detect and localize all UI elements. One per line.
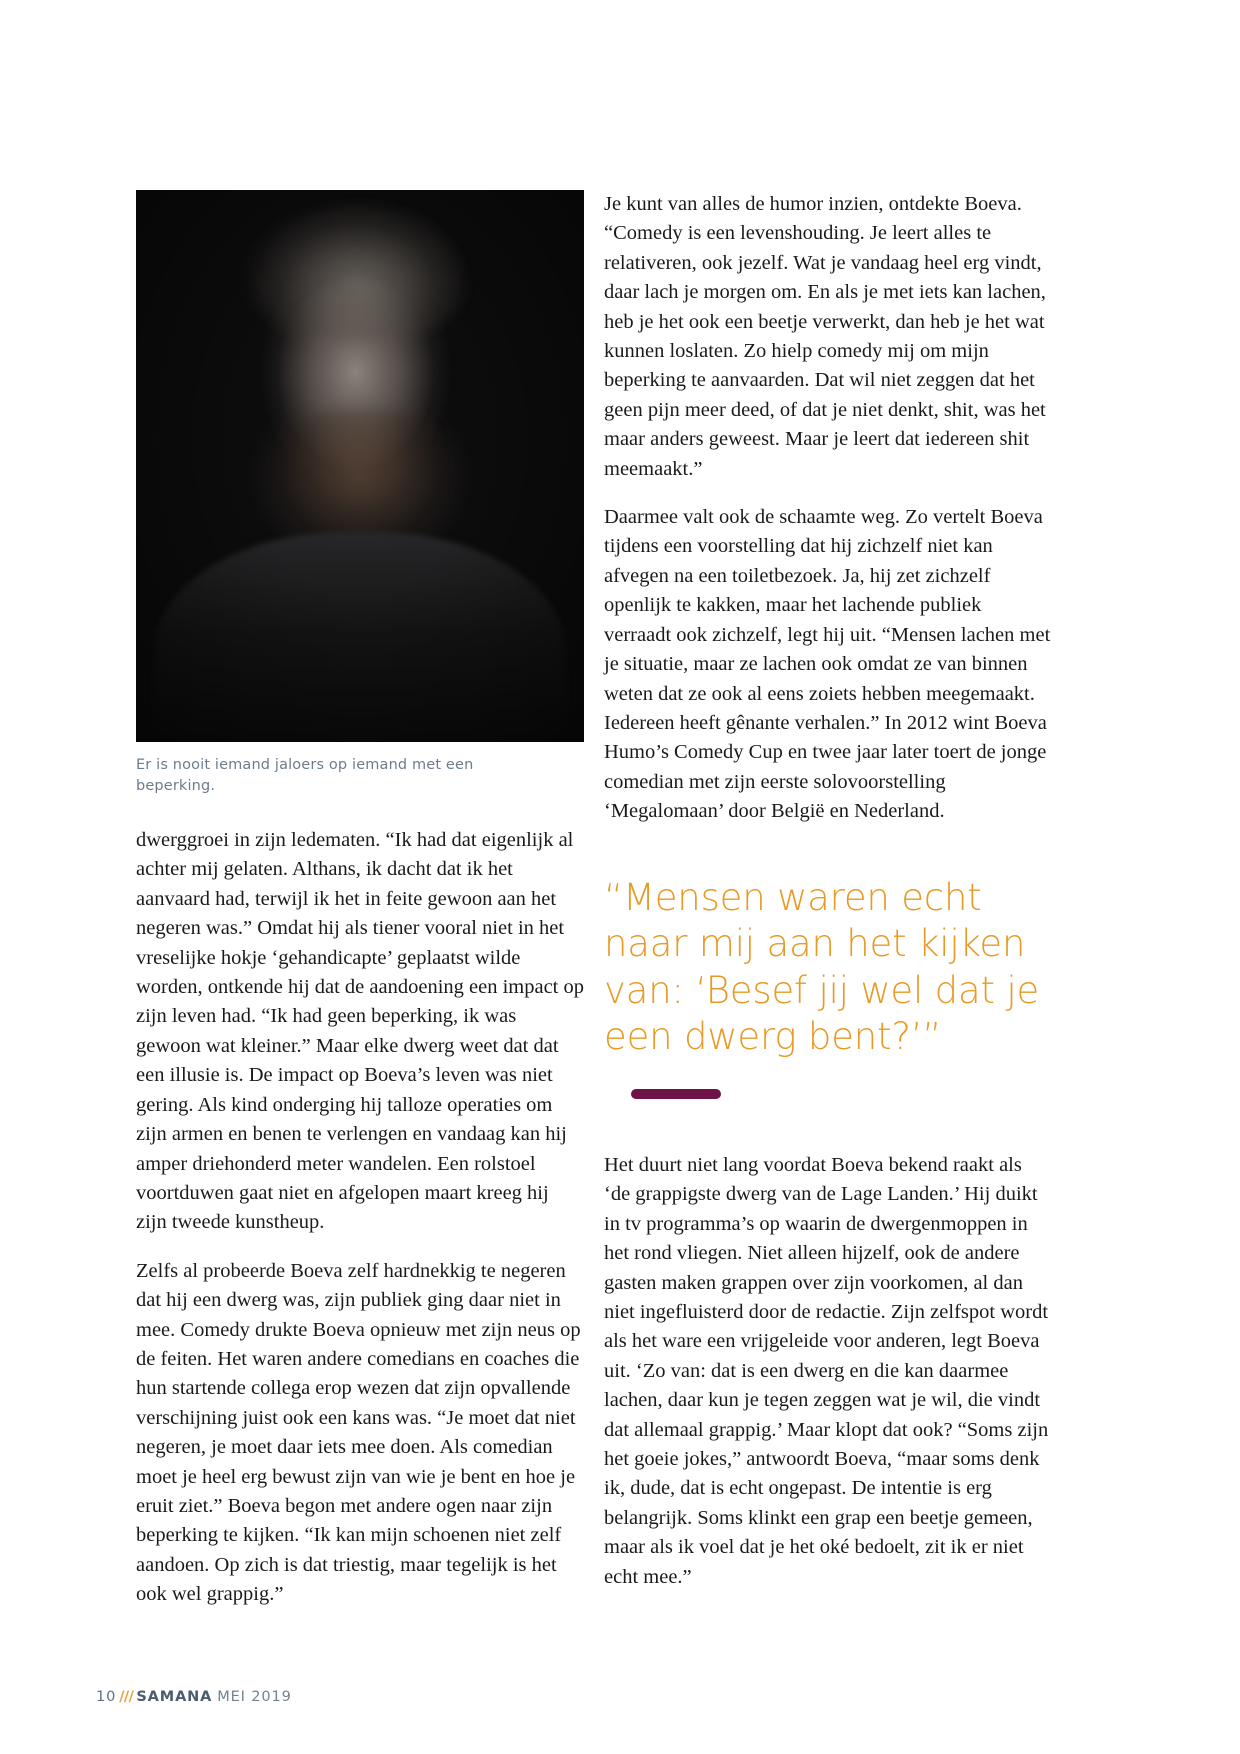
right-column <box>604 190 1052 1592</box>
paragraph: dwerggroei in zijn ledematen. “Ik had dat eigenlijk al achter mij gelaten. Althans, ik dacht dat ik het aanvaard had, terwijl ik het in feite gewoon aan het negeren was.” Omdat hij als tiener vooral niet in het vreselijke hokje ‘gehandicapte’ geplaatst wilde worden, ontkende hij dat de aandoening een impact op zijn leven had. “Ik had geen beperking, ik was gewoon wat kleiner.” Maar elke dwerg weet dat dat een illusie is. De impact op Boeva’s leven was niet gering. Als kind onderging hij talloze operaties om zijn armen en benen te verlengen en vandaag kan hij amper driehonderd meter wandelen. Een rolstoel voortduwen gaat niet en afgelopen maart kreeg hij zijn tweede kunstheup. <box>136 829 585 1234</box>
paragraph: Het duurt niet lang voordat Boeva bekend raakt als ‘de grappigste dwerg van de Lage Landen.’ Hij duikt in tv programma’s op waarin de dwergenmoppen in het rond vliegen. Niet alleen hijzelf, ook de andere gasten maken grappen over zijn voorkomen, al dan niet ingefluisterd door de redactie. Zijn zelfspot wordt als het ware een vrijgeleide voor anderen, legt Boeva uit. ‘Zo van: dat is een dwerg en die kan daarmee lachen, daar kun je tegen zeggen wat je wil, die vindt dat allemaal grappig.’ Maar klopt dat ook? “Soms zijn het goeie jokes,” antwoordt Boeva, “maar soms denk ik, dude, dat is echt ongepast. De intentie is erg belangrijk. Soms klinkt een grap een beetje gemeen, maar als ik voel dat je het oké bedoelt, zit ik er niet echt mee.” <box>604 1153 1049 1588</box>
portrait-photo <box>136 190 584 742</box>
right-column-body-bottom <box>604 1151 1052 1592</box>
photo-vignette <box>136 190 584 742</box>
paragraph: Zelfs al probeerde Boeva zelf hardnekkig te negeren dat hij een dwerg was, zijn publiek ging daar niet in mee. Comedy drukte Boeva opnieuw met zijn neus op de feiten. Het waren andere comedians en coaches die hun startende collega erop wezen dat zijn opvallende verschijning juist ook een kans was. “Je moet dat niet negeren, je moet daar iets mee doen. Als comedian moet je heel erg bewust zijn van wie je bent en hoe je eruit ziet.” Boeva begon met andere ogen naar zijn beperking te kijken. “Ik kan mijn schoenen niet zelf aandoen. Op zich is dat triestig, maar tegelijk is het ook wel grappig.” <box>136 1259 581 1606</box>
footer-issue: MEI 2019 <box>217 1689 292 1705</box>
pull-quote-block <box>604 875 1052 1099</box>
page-footer <box>96 1689 292 1705</box>
portrait-photo-image <box>136 190 584 742</box>
left-column-body <box>136 826 584 1610</box>
photo-caption: Er is nooit iemand jaloers op iemand met een beperking. <box>136 757 474 795</box>
pull-quote-divider <box>631 1089 721 1099</box>
pull-quote-text: “Mensen waren echt naar mij aan het kijken van: ‘Besef jij wel dat je een dwerg bent?’” <box>604 875 1040 1059</box>
photo-figure <box>136 190 584 797</box>
paragraph: Je kunt van alles de humor inzien, ontdekte Boeva. “Comedy is een levenshouding. Je leert alles te relativeren, ook jezelf. Wat je vandaag heel erg vindt, daar lach je morgen om. En als je met iets kan lachen, heb je het ook een beetje verwerkt, dan heb je het wat kunnen loslaten. Zo hielp comedy mij om mijn beperking te aanvaarden. Dat wil niet zeggen dat het geen pijn meer deed, of dat je niet denkt, shit, was het maar anders geweest. Maar je leert dat iedereen shit meemaakt.” <box>604 193 1046 480</box>
footer-page-number: 10 <box>96 1689 117 1705</box>
footer-brand: SAMANA <box>136 1689 213 1705</box>
footer-separator-icon: /// <box>119 1689 134 1705</box>
left-column <box>136 190 584 1610</box>
right-column-body-top <box>604 190 1052 827</box>
paragraph: Daarmee valt ook de schaamte weg. Zo vertelt Boeva tijdens een voorstelling dat hij zichzelf niet kan afvegen na een toiletbezoek. Ja, hij zet zichzelf openlijk te kakken, maar het lachende publiek verraadt ook zichzelf, legt hij uit. “Mensen lachen met je situatie, maar ze lachen ook omdat ze van binnen weten dat ze ook al eens zoiets hebben meegemaakt. Iedereen heeft gênante verhalen.” In 2012 wint Boeva Humo’s Comedy Cup en twee jaar later toert de jonge comedian met zijn eerste solovoorstelling ‘Megalomaan’ door België en Nederland. <box>604 506 1051 823</box>
